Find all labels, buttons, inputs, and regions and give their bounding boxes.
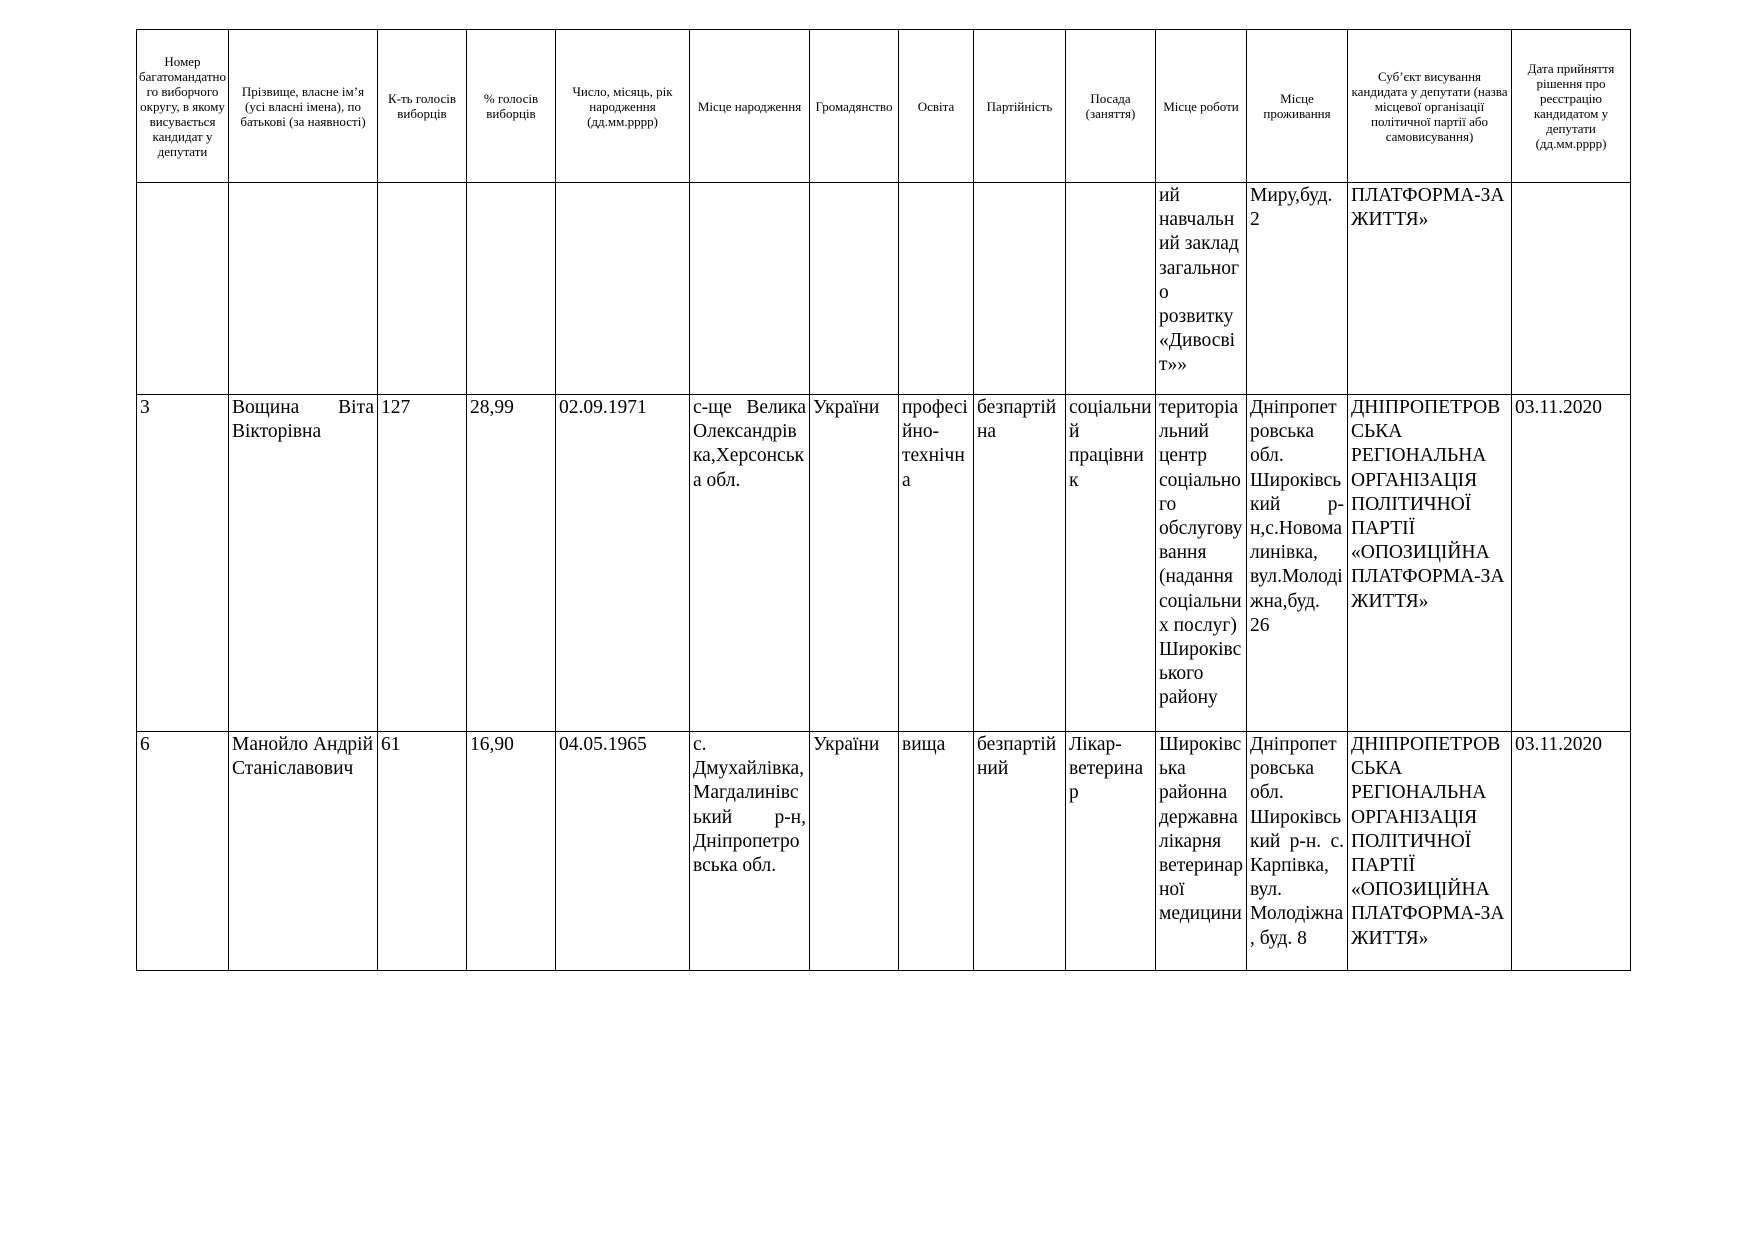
header-district: Номер багатомандатного виборчого округу, в якому висувається кандидат у депутати — [137, 30, 229, 183]
header-work-place: Місце роботи — [1156, 30, 1247, 183]
cell-empty — [810, 183, 899, 395]
cell-birth-date: 02.09.1971 — [556, 395, 690, 732]
cell-votes: 61 — [378, 732, 467, 971]
cell-percent: 28,99 — [467, 395, 556, 732]
cell-residence: Миру,буд. 2 — [1247, 183, 1348, 395]
cell-registration-date: 03.11.2020 — [1512, 395, 1631, 732]
cell-empty — [137, 183, 229, 395]
cell-residence: Дніпропетровська обл. Широківський р-н,с.Новомалинівка, вул.Молодіжна,буд. 26 — [1247, 395, 1348, 732]
header-birth-date: Число, місяць, рік народження (дд.мм.рррр) — [556, 30, 690, 183]
cell-position: Лікар-ветеринар — [1066, 732, 1156, 971]
candidates-table — [136, 29, 1631, 971]
cell-empty — [556, 183, 690, 395]
cell-name: Манойло Андрій Станіславович — [229, 732, 378, 971]
header-residence: Місце проживання — [1247, 30, 1348, 183]
cell-empty — [974, 183, 1066, 395]
header-party: Партійність — [974, 30, 1066, 183]
cell-empty — [899, 183, 974, 395]
cell-education: вища — [899, 732, 974, 971]
cell-birth-place: с-ще Велика Олександрівка,Херсонська обл. — [690, 395, 810, 732]
table-row — [137, 395, 1631, 732]
cell-party: безпартійний — [974, 732, 1066, 971]
cell-birth-date: 04.05.1965 — [556, 732, 690, 971]
cell-empty — [1512, 183, 1631, 395]
cell-district: 3 — [137, 395, 229, 732]
header-citizenship: Громадянство — [810, 30, 899, 183]
header-percent: % голосів виборців — [467, 30, 556, 183]
cell-party: безпартійна — [974, 395, 1066, 732]
header-education: Освіта — [899, 30, 974, 183]
cell-nominator: ДНІПРОПЕТРОВСЬКА РЕГІОНАЛЬНА ОРГАНІЗАЦІЯ ПОЛІТИЧНОЇ ПАРТІЇ «ОПОЗИЦІЙНА ПЛАТФОРМА-ЗА ЖИТТЯ» — [1348, 395, 1512, 732]
header-nominator: Суб’єкт висування кандидата у депутати (назва місцевої організації політичної партії або самовисування) — [1348, 30, 1512, 183]
cell-empty — [378, 183, 467, 395]
table-row — [137, 732, 1631, 971]
cell-birth-place: с. Дмухайлівка, Магдалинівський р-н, Дніпропетровська обл. — [690, 732, 810, 971]
header-votes: К-ть голосів виборців — [378, 30, 467, 183]
cell-nominator: ДНІПРОПЕТРОВСЬКА РЕГІОНАЛЬНА ОРГАНІЗАЦІЯ ПОЛІТИЧНОЇ ПАРТІЇ «ОПОЗИЦІЙНА ПЛАТФОРМА-ЗА ЖИТТЯ» — [1348, 732, 1512, 971]
table-header-row — [137, 30, 1631, 183]
cell-empty — [690, 183, 810, 395]
cell-registration-date: 03.11.2020 — [1512, 732, 1631, 971]
cell-empty — [467, 183, 556, 395]
cell-nominator: ПЛАТФОРМА-ЗА ЖИТТЯ» — [1348, 183, 1512, 395]
cell-work-place: ий навчальний заклад загального розвитку «Дивосвіт»» — [1156, 183, 1247, 395]
cell-residence: Дніпропетровська обл. Широківський р-н. с. Карпівка, вул. Молодіжна, буд. 8 — [1247, 732, 1348, 971]
cell-district: 6 — [137, 732, 229, 971]
cell-name: Вощина Віта Вікторівна — [229, 395, 378, 732]
cell-percent: 16,90 — [467, 732, 556, 971]
cell-citizenship: України — [810, 732, 899, 971]
header-birth-place: Місце народження — [690, 30, 810, 183]
header-position: Посада (заняття) — [1066, 30, 1156, 183]
cell-position: соціальний працівник — [1066, 395, 1156, 732]
cell-empty — [229, 183, 378, 395]
table-row-continuation — [137, 183, 1631, 395]
cell-work-place: Широківська районна державна лікарня ветеринарної медицини — [1156, 732, 1247, 971]
cell-citizenship: України — [810, 395, 899, 732]
header-registration-date: Дата прийняття рішення про реєстрацію кандидатом у депутати (дд.мм.рррр) — [1512, 30, 1631, 183]
cell-education: професійно-технічна — [899, 395, 974, 732]
cell-votes: 127 — [378, 395, 467, 732]
cell-work-place: територіальний центр соціального обслуговування (надання соціальних послуг) Широківського району — [1156, 395, 1247, 732]
header-name: Прізвище, власне ім’я (усі власні імена), по батькові (за наявності) — [229, 30, 378, 183]
cell-empty — [1066, 183, 1156, 395]
